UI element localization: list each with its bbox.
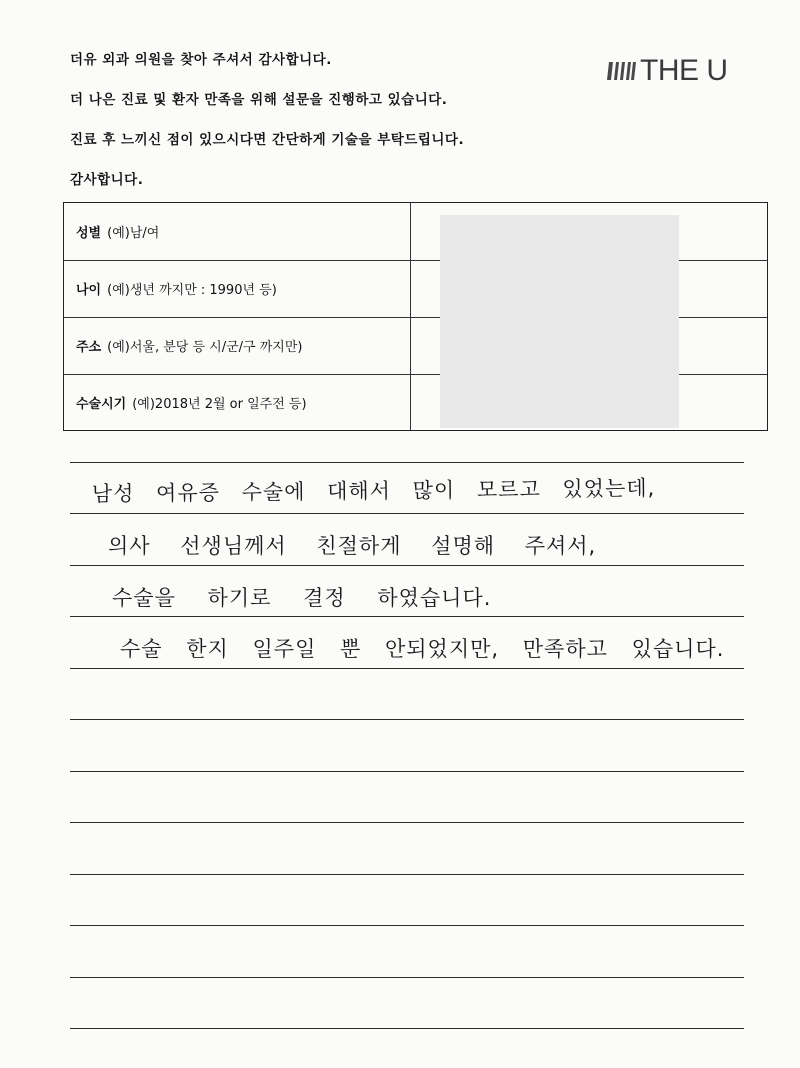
intro-line-1: 더유 외과 의원을 찾아 주셔서 감사합니다. bbox=[70, 52, 332, 68]
logo-stripes-icon bbox=[605, 59, 637, 83]
handwritten-line-2: 의사 선생님께서 친절하게 설명해 주셔서, bbox=[108, 534, 597, 558]
hint-age: (예)생년 까지만 : 1990년 등) bbox=[107, 283, 277, 298]
ruled-line bbox=[70, 1028, 744, 1029]
ruled-line bbox=[70, 513, 744, 514]
ruled-line bbox=[70, 874, 744, 875]
handwritten-line-1: 남성 여유증 수술에 대해서 많이 모르고 있었는데, bbox=[91, 476, 656, 507]
intro-text bbox=[70, 50, 630, 210]
ruled-line bbox=[70, 719, 744, 720]
label-gender: 성별 bbox=[76, 226, 102, 241]
label-age: 나이 bbox=[76, 283, 102, 298]
column-divider bbox=[410, 203, 411, 430]
hint-surgery-date: (예)2018년 2월 or 일주전 등) bbox=[132, 397, 307, 412]
ruled-line bbox=[70, 565, 744, 566]
ruled-line bbox=[70, 462, 744, 463]
ruled-line bbox=[70, 616, 744, 617]
intro-line-2: 더 나은 진료 및 환자 만족을 위해 설문을 진행하고 있습니다. bbox=[70, 92, 448, 108]
redacted-answers bbox=[440, 215, 679, 428]
label-address: 주소 bbox=[76, 340, 102, 355]
hint-gender: (예)남/여 bbox=[107, 226, 160, 241]
handwritten-line-3: 수술을 하기로 결정 하였습니다. bbox=[112, 586, 492, 610]
ruled-line bbox=[70, 925, 744, 926]
ruled-line bbox=[70, 977, 744, 978]
ruled-line bbox=[70, 771, 744, 772]
ruled-line bbox=[70, 822, 744, 823]
clinic-logo bbox=[605, 54, 728, 88]
intro-line-3: 진료 후 느끼신 점이 있으시다면 간단하게 기술을 부탁드립니다. bbox=[70, 132, 465, 148]
intro-line-4: 감사합니다. bbox=[70, 172, 144, 188]
label-surgery-date: 수술시기 bbox=[76, 397, 127, 412]
ruled-line bbox=[70, 668, 744, 669]
hint-address: (예)서울, 분당 등 시/군/구 까지만) bbox=[107, 340, 303, 355]
handwritten-line-4: 수술 한지 일주일 뿐 안되었지만, 만족하고 있습니다. bbox=[120, 637, 725, 661]
logo-text: THE U bbox=[640, 54, 728, 87]
